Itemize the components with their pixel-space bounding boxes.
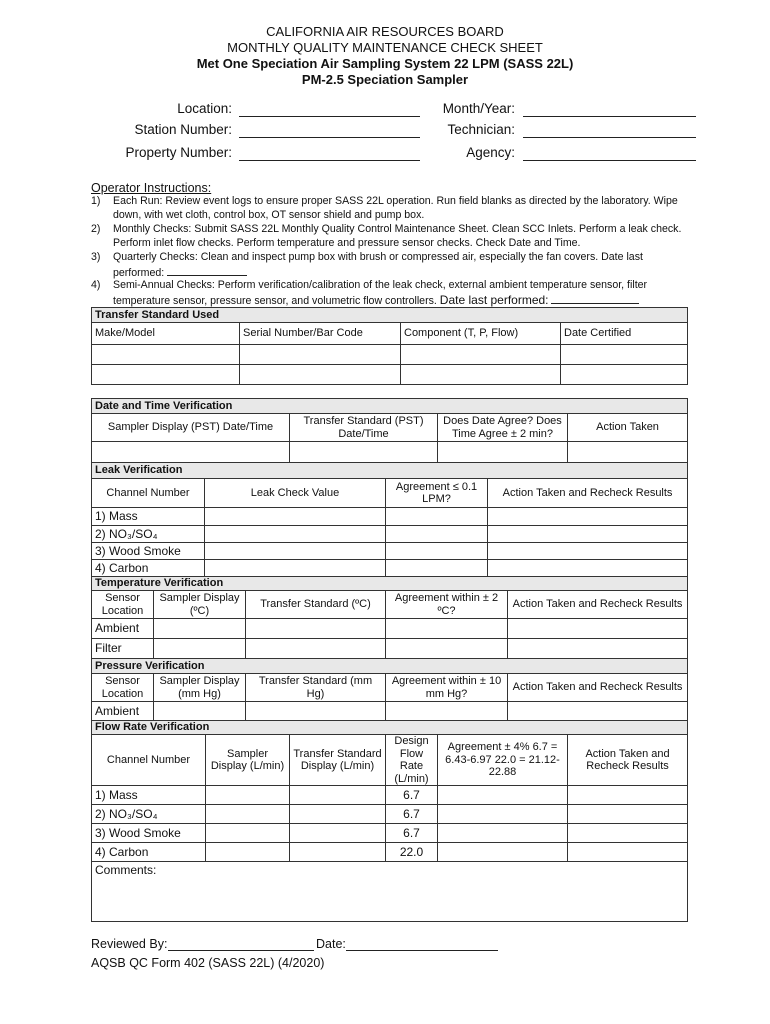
leak-action-header: Action Taken and Recheck Results: [488, 479, 688, 508]
table-cell[interactable]: [246, 702, 386, 721]
reviewed-by-field[interactable]: [168, 950, 314, 951]
table-cell[interactable]: [290, 442, 438, 463]
flow-row-label: 1) Mass: [92, 786, 206, 805]
table-cell[interactable]: [290, 843, 386, 862]
table-cell[interactable]: [401, 365, 561, 385]
pressure-agreement-header: Agreement within ± 10 mm Hg?: [386, 674, 508, 702]
table-cell[interactable]: [206, 843, 290, 862]
table-cell[interactable]: [246, 639, 386, 659]
instruction-number: 4): [91, 279, 101, 291]
flow-verification-title: Flow Rate Verification: [92, 721, 688, 735]
instruction-text: Each Run: Review event logs to ensure proper SASS 22L operation. Run field blanks as directed by the laboratory. Wipe down, with wet cloth, control box, OT sensor shield and pump box.: [113, 195, 678, 221]
table-cell[interactable]: [568, 824, 688, 843]
date-label: Date:: [316, 937, 346, 951]
table-cell[interactable]: [206, 786, 290, 805]
instruction-text: [113, 279, 693, 308]
table-cell[interactable]: [386, 526, 488, 543]
temperature-verification-title: Temperature Verification: [92, 577, 688, 591]
table-cell[interactable]: [488, 543, 688, 560]
sampler-display-datetime-header: Sampler Display (PST) Date/Time: [92, 414, 290, 442]
table-cell[interactable]: [438, 805, 568, 824]
leak-check-value-header: Leak Check Value: [205, 479, 386, 508]
design-flow-value: 6.7: [386, 786, 438, 805]
technician-label: Technician:: [447, 122, 515, 137]
design-flow-rate-header: Design Flow Rate (L/min): [386, 735, 438, 786]
table-cell[interactable]: [386, 619, 508, 639]
serial-number-header: Serial Number/Bar Code: [240, 323, 401, 345]
semi-annual-date-label: Date last performed:: [439, 292, 549, 307]
table-cell[interactable]: [508, 619, 688, 639]
table-cell[interactable]: [386, 560, 488, 577]
station-number-field[interactable]: [239, 137, 420, 138]
instruction-text: [113, 251, 693, 280]
table-cell[interactable]: [290, 786, 386, 805]
temp-sampler-display-header: Sampler Display (ºC): [154, 591, 246, 619]
leak-row-label: 1) Mass: [92, 508, 205, 526]
flow-row-label: 2) NO₃/SO₄: [92, 805, 206, 824]
table-cell[interactable]: [386, 639, 508, 659]
flow-sampler-display-header: Sampler Display (L/min): [206, 735, 290, 786]
table-cell[interactable]: [438, 442, 568, 463]
flow-transfer-standard-header: Transfer Standard Display (L/min): [290, 735, 386, 786]
table-cell[interactable]: [205, 526, 386, 543]
make-model-header: Make/Model: [92, 323, 240, 345]
flow-action-header: Action Taken and Recheck Results: [568, 735, 688, 786]
table-cell[interactable]: [154, 702, 246, 721]
form-id: AQSB QC Form 402 (SASS 22L) (4/2020): [91, 956, 325, 970]
quarterly-date-field[interactable]: [167, 265, 247, 276]
table-cell[interactable]: [386, 702, 508, 721]
property-number-field[interactable]: [239, 160, 420, 161]
instruction-1: [91, 195, 693, 222]
location-label: Location:: [177, 101, 232, 116]
table-cell[interactable]: [154, 639, 246, 659]
table-cell[interactable]: [154, 619, 246, 639]
pressure-sensor-location-header: Sensor Location: [92, 674, 154, 702]
leak-row-label: 2) NO₃/SO₄: [92, 526, 205, 543]
table-cell[interactable]: [488, 526, 688, 543]
date-certified-header: Date Certified: [561, 323, 688, 345]
header-line-2: MONTHLY QUALITY MAINTENANCE CHECK SHEET: [227, 40, 543, 55]
design-flow-value: 6.7: [386, 824, 438, 843]
table-cell[interactable]: [206, 805, 290, 824]
leak-verification-title: Leak Verification: [92, 463, 688, 479]
table-cell[interactable]: [92, 442, 290, 463]
date-time-title: Date and Time Verification: [92, 399, 688, 414]
transfer-standard-title: Transfer Standard Used: [92, 308, 688, 323]
location-field[interactable]: [239, 116, 420, 117]
comments-label: Comments:: [95, 863, 157, 877]
action-taken-header: Action Taken: [568, 414, 688, 442]
table-cell[interactable]: [205, 560, 386, 577]
instruction-3: [91, 251, 693, 280]
instruction-number: 3): [91, 251, 101, 263]
leak-agreement-header: Agreement ≤ 0.1 LPM?: [386, 479, 488, 508]
temp-row-label: Ambient: [92, 619, 154, 639]
header-line-4: PM-2.5 Speciation Sampler: [301, 72, 469, 87]
agency-field[interactable]: [523, 160, 696, 161]
table-cell[interactable]: [246, 619, 386, 639]
pressure-transfer-standard-header: Transfer Standard (mm Hg): [246, 674, 386, 702]
table-cell[interactable]: [508, 702, 688, 721]
pressure-row-label: Ambient: [92, 702, 154, 721]
flow-agreement-header: Agreement ± 4% 6.7 = 6.43-6.97 22.0 = 21.12-22.88: [438, 735, 568, 786]
table-cell[interactable]: [438, 786, 568, 805]
flow-row-label: 3) Wood Smoke: [92, 824, 206, 843]
property-number-label: Property Number:: [125, 145, 232, 160]
temp-sensor-location-header: Sensor Location: [92, 591, 154, 619]
header-line-1: CALIFORNIA AIR RESOURCES BOARD: [266, 24, 504, 39]
channel-number-header: Channel Number: [92, 479, 205, 508]
table-cell[interactable]: [561, 345, 688, 365]
month-year-field[interactable]: [523, 116, 696, 117]
pressure-verification-title: Pressure Verification: [92, 659, 688, 674]
instruction-2: [91, 223, 693, 250]
component-header: Component (T, P, Flow): [401, 323, 561, 345]
table-cell[interactable]: [508, 639, 688, 659]
instruction-text: Monthly Checks: Submit SASS 22L Monthly Quality Control Maintenance Sheet. Clean SCC Inlets. Perform a leak check. Perform inlet flow checks. Perform temperature and pressure sensor checks. Check Date and Time.: [113, 223, 682, 249]
semi-annual-date-field[interactable]: [551, 293, 639, 304]
table-cell[interactable]: [438, 843, 568, 862]
temp-agreement-header: Agreement within ± 2 ºC?: [386, 591, 508, 619]
table-cell[interactable]: [488, 508, 688, 526]
leak-row-label: 4) Carbon: [92, 560, 205, 577]
table-cell[interactable]: [205, 543, 386, 560]
verification-table: [91, 398, 688, 922]
table-cell[interactable]: [568, 442, 688, 463]
design-flow-value: 22.0: [386, 843, 438, 862]
instructions-title: Operator Instructions:: [91, 181, 212, 195]
flow-row-label: 4) Carbon: [92, 843, 206, 862]
table-cell[interactable]: [401, 345, 561, 365]
review-date-field[interactable]: [346, 950, 498, 951]
transfer-standard-table: [91, 307, 688, 385]
table-cell[interactable]: [92, 345, 240, 365]
table-cell[interactable]: [290, 805, 386, 824]
table-cell[interactable]: [290, 824, 386, 843]
instruction-4: [91, 279, 693, 308]
design-flow-value: 6.7: [386, 805, 438, 824]
table-cell[interactable]: [386, 508, 488, 526]
table-cell[interactable]: [240, 345, 401, 365]
date-time-agree-header: Does Date Agree? Does Time Agree ± 2 min?: [438, 414, 568, 442]
temp-action-header: Action Taken and Recheck Results: [508, 591, 688, 619]
temp-transfer-standard-header: Transfer Standard (ºC): [246, 591, 386, 619]
table-cell[interactable]: [438, 824, 568, 843]
technician-field[interactable]: [523, 137, 696, 138]
table-cell[interactable]: [568, 786, 688, 805]
reviewed-by-label: Reviewed By:: [91, 937, 168, 951]
table-cell[interactable]: [386, 543, 488, 560]
pressure-action-header: Action Taken and Recheck Results: [508, 674, 688, 702]
instruction-3-text: Quarterly Checks: Clean and inspect pump box with brush or compressed air, especially the fan covers. Date last performed:: [113, 251, 643, 279]
instruction-4-text: Semi-Annual Checks: Perform verification/calibration of the leak check, external ambient temperature sensor, filter temperature sensor, pressure sensor, and volumetric flow controllers.: [113, 279, 648, 307]
flow-channel-number-header: Channel Number: [92, 735, 206, 786]
table-cell[interactable]: [561, 365, 688, 385]
table-cell[interactable]: [92, 365, 240, 385]
month-year-label: Month/Year:: [442, 101, 515, 116]
transfer-standard-datetime-header: Transfer Standard (PST) Date/Time: [290, 414, 438, 442]
table-cell[interactable]: [205, 508, 386, 526]
comments-box[interactable]: [92, 862, 688, 922]
header-line-3: Met One Speciation Air Sampling System 22 LPM (SASS 22L): [196, 56, 574, 71]
agency-label: Agency:: [466, 145, 515, 160]
station-number-label: Station Number:: [134, 122, 232, 137]
instruction-number: 1): [91, 195, 101, 207]
table-cell[interactable]: [488, 560, 688, 577]
instruction-number: 2): [91, 223, 101, 235]
pressure-sampler-display-header: Sampler Display (mm Hg): [154, 674, 246, 702]
table-cell[interactable]: [568, 843, 688, 862]
leak-row-label: 3) Wood Smoke: [92, 543, 205, 560]
table-cell[interactable]: [206, 824, 290, 843]
table-cell[interactable]: [568, 805, 688, 824]
table-cell[interactable]: [240, 365, 401, 385]
temp-row-label: Filter: [92, 639, 154, 659]
